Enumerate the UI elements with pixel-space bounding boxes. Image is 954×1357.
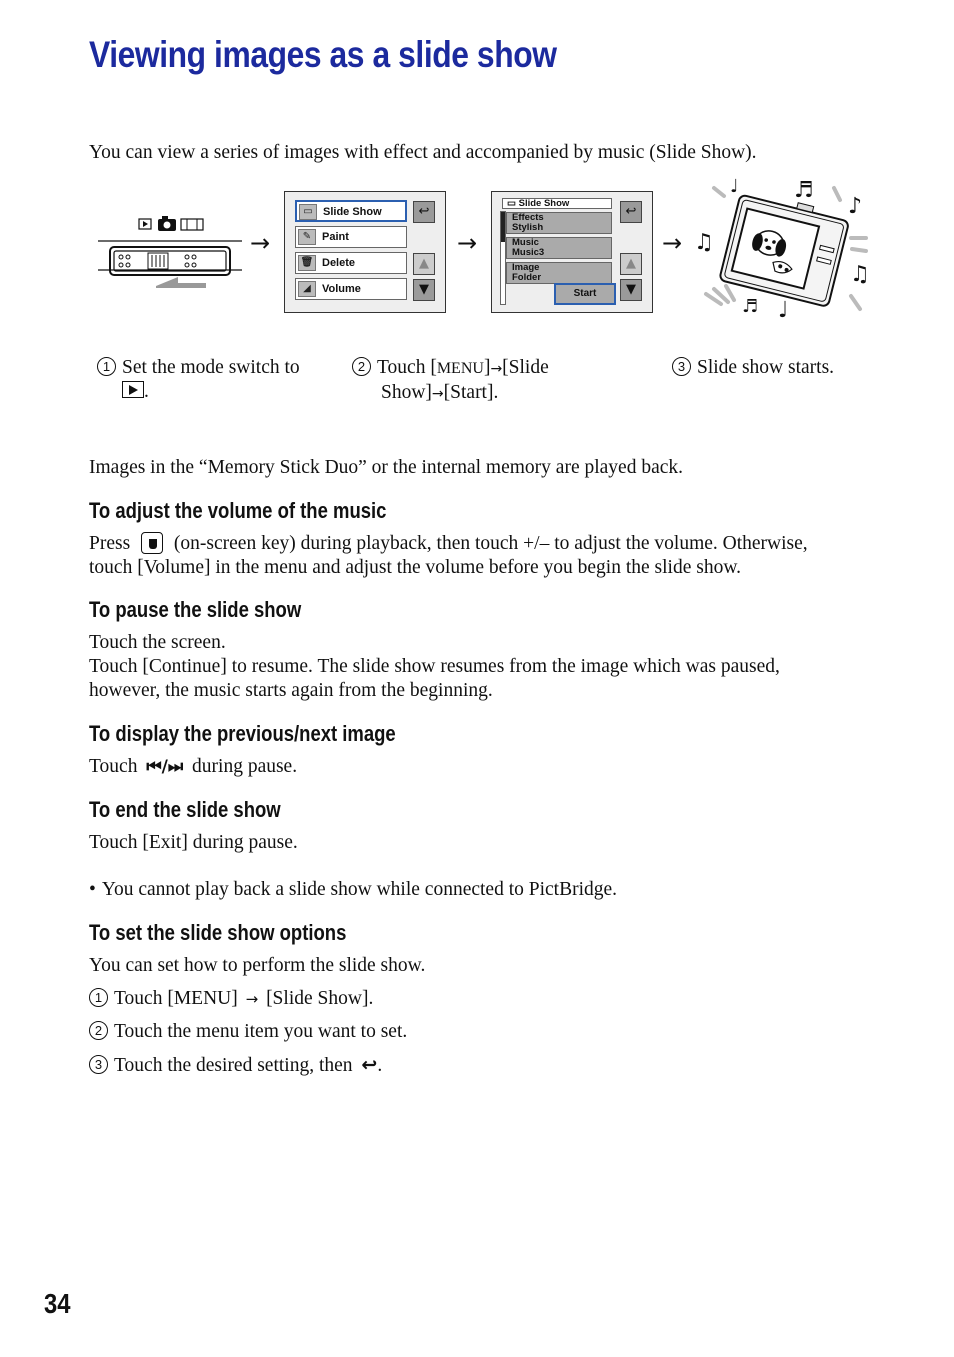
camera-slideshow-illustration xyxy=(686,176,878,326)
return-icon: ↩ xyxy=(361,1054,378,1076)
music-note-icon: ♫ xyxy=(850,262,870,287)
page-title: Viewing images as a slide show xyxy=(89,34,557,75)
step-3: 3 Slide show starts. xyxy=(672,356,922,380)
arrow-right-icon: → xyxy=(662,229,683,257)
paint-icon: ✎ xyxy=(298,229,316,245)
slideshow-icon: ▭ xyxy=(299,204,317,220)
return-icon: ↩ xyxy=(413,201,435,223)
options-step-3: 3 Touch the desired setting, then ↩. xyxy=(89,1053,382,1078)
bullet-note: • You cannot play back a slide show while connected to PictBridge. xyxy=(89,879,618,900)
scroll-up-icon: ▲ xyxy=(620,253,642,275)
slide-show-menu-item: ▭ Slide Show xyxy=(295,200,407,222)
section-end-text: Touch [Exit] during pause. xyxy=(89,832,298,853)
paint-menu-item: ✎ Paint xyxy=(295,226,407,248)
music-note-icon: ♩ xyxy=(730,176,739,197)
music-note-icon: ♬ xyxy=(742,296,759,317)
section-heading-end: To end the slide show xyxy=(89,797,281,822)
section-heading-options: To set the slide show options xyxy=(89,920,347,945)
section-volume-text: Press (on-screen key) during playback, then touch +/– to adjust the volume. Otherwise, touch [Volume] in the menu and adjust the volume before you begin the slide show. xyxy=(89,533,808,578)
mode-switch-illustration xyxy=(96,210,246,290)
effects-setting: Effects Stylish xyxy=(506,212,612,234)
section-prevnext-text: Touch ⏮/⏭ during pause. xyxy=(89,756,298,777)
on-screen-key-icon xyxy=(141,532,163,554)
music-note-icon: ♫ xyxy=(694,230,714,255)
volume-menu-item: ◢ Volume xyxy=(295,278,407,300)
scroll-down-icon: ▼ xyxy=(620,279,642,301)
section-options-text: You can set how to perform the slide show. xyxy=(89,955,426,976)
options-step-1: 1 Touch [MENU] → [Slide Show]. xyxy=(89,987,373,1011)
music-note-icon: ♪ xyxy=(848,194,863,219)
section-pause-text: Touch the screen. Touch [Continue] to resume. The slide show resumes from the image which was paused, however, the music starts again from the beginning. xyxy=(89,632,780,701)
arrow-right-icon: → xyxy=(490,361,503,377)
arrow-right-icon: → xyxy=(250,229,271,257)
options-step-2: 2 Touch the menu item you want to set. xyxy=(89,1020,407,1044)
music-note-icon: ♬ xyxy=(794,178,814,203)
page-number: 34 xyxy=(44,1288,71,1319)
playback-note: Images in the “Memory Stick Duo” or the internal memory are played back. xyxy=(89,457,684,478)
trash-icon: 🗑 xyxy=(298,255,316,271)
section-heading-prevnext: To display the previous/next image xyxy=(89,721,396,746)
delete-menu-item: 🗑 Delete xyxy=(295,252,407,274)
playback-mode-icon xyxy=(122,381,144,398)
start-button: Start xyxy=(554,283,616,305)
return-icon: ↩ xyxy=(620,201,642,223)
menu-screen-illustration xyxy=(284,191,446,313)
section-heading-volume: To adjust the volume of the music xyxy=(89,498,387,523)
music-setting: Music Music3 xyxy=(506,237,612,259)
scroll-down-icon: ▼ xyxy=(413,279,435,301)
arrow-right-icon: → xyxy=(245,990,259,1008)
previous-next-icon: ⏮/⏭ xyxy=(146,757,184,777)
image-setting: Image Folder xyxy=(506,262,612,284)
screen-header: ▭ Slide Show xyxy=(502,198,612,209)
slideshow-icon: ▭ xyxy=(507,198,516,209)
step-1: 1 Set the mode switch to . xyxy=(97,356,327,404)
section-heading-pause: To pause the slide show xyxy=(89,597,302,622)
step-2: 2 Touch [MENU]→[Slide Show]→[Start]. xyxy=(352,356,642,406)
intro-text: You can view a series of images with effect and accompanied by music (Slide Show). xyxy=(89,142,757,163)
arrow-right-icon: → xyxy=(457,229,478,257)
arrow-right-icon: → xyxy=(431,386,444,402)
music-note-icon: ♩ xyxy=(778,298,789,323)
slideshow-settings-screen-illustration xyxy=(491,191,653,313)
scroll-up-icon: ▲ xyxy=(413,253,435,275)
volume-icon: ◢ xyxy=(298,281,316,297)
